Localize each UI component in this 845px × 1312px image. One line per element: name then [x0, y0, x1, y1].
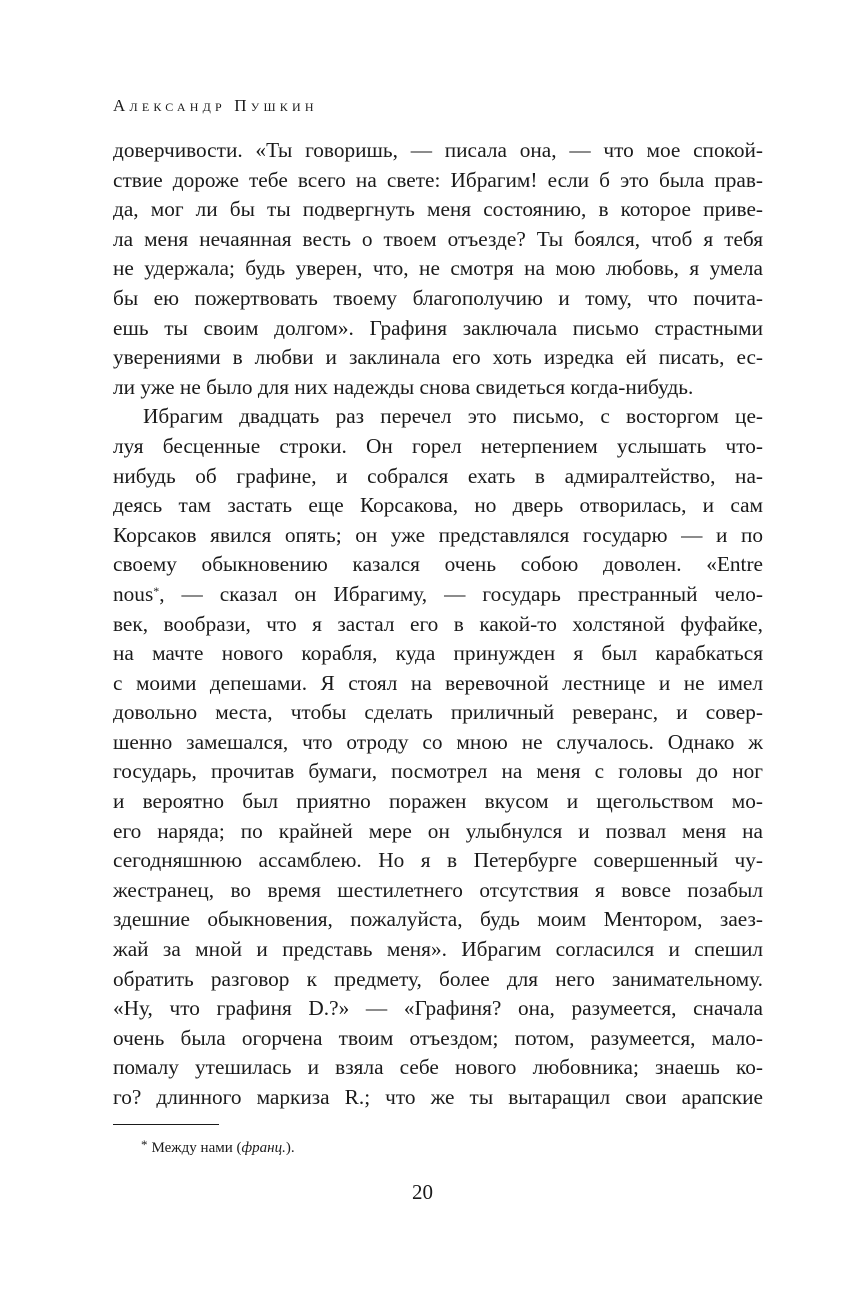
text-line: не удержала; будь уверен, что, не смотря на мою любовь, я умела [113, 256, 763, 281]
text-line: своему обыкновению казался очень собою доволен. «Entre [113, 552, 763, 577]
footnote-reference: * [153, 583, 160, 598]
text-line: очень была огорчена твоим отъездом; потом, разумеется, мало- [113, 1025, 763, 1050]
text-line: здешние обыкновения, пожалуйста, будь моим Ментором, заез- [113, 907, 763, 932]
text-line: ешь ты своим долгом». Графиня заключала письмо страстными [113, 315, 763, 340]
text-fragment: , — сказал он Ибрагиму, — государь престранный чело- [159, 581, 763, 606]
footnote-divider [113, 1124, 219, 1125]
text-line: на мачте нового корабля, куда принужден я был карабкаться [113, 641, 763, 666]
text-line: жестранец, во время шестилетнего отсутствия я вовсе позабыл [113, 877, 763, 902]
text-line-with-footnote-ref [113, 580, 763, 610]
text-line: государь, прочитав бумаги, посмотрел на меня с головы до ног [113, 759, 763, 784]
text-line: уверениями в любви и заклинала его хоть изредка ей писать, ес- [113, 345, 763, 370]
text-line: его наряда; по крайней мере он улыбнулся и позвал меня на [113, 818, 763, 843]
text-fragment: nous [113, 581, 154, 606]
main-text [113, 136, 763, 1113]
text-line: ла меня нечаянная весть о твоем отъезде? Ты боялся, чтоб я тебя [113, 226, 763, 251]
text-line: обратить разговор к предмету, более для него занимательному. [113, 966, 763, 991]
text-line: нибудь об графине, и собрался ехать в адмиралтейство, на- [113, 463, 763, 488]
footnote [141, 1137, 295, 1157]
text-line: сегодняшнюю ассамблею. Но я в Петербурге совершенный чу- [113, 848, 763, 873]
text-line: Корсаков явился опять; он уже представлялся государю — и по [113, 522, 763, 547]
text-line: и вероятно был приятно поражен вкусом и щегольством мо- [113, 789, 763, 814]
text-line: с моими депешами. Я стоял на веревочной лестнице и не имел [113, 670, 763, 695]
text-line: го? длинного маркиза R.; что же ты вытаращил свои арапские [113, 1085, 763, 1109]
text-line: жай за мной и представь меня». Ибрагим согласился и спешил [113, 937, 763, 962]
text-line: помалу утешилась и взяла себе нового любовника; знаешь ко- [113, 1055, 763, 1080]
text-line: Ибрагим двадцать раз перечел это письмо, с восторгом це- [143, 404, 763, 429]
running-head-author: Александр Пушкин [113, 96, 318, 115]
text-line: деясь там застать еще Корсакова, но дверь отворилась, и сам [113, 493, 763, 518]
text-line: луя бесценные строки. Он горел нетерпением услышать что- [113, 433, 763, 458]
text-line: век, вообрази, что я застал его в какой-то холстяной фуфайке, [113, 611, 763, 636]
text-line: да, мог ли бы ты подвергнуть меня состоянию, в которое приве- [113, 197, 763, 222]
text-line: шенно замешался, что отроду со мною не случалось. Однако ж [113, 729, 763, 754]
footnote-text: Между нами ( [151, 1140, 242, 1156]
text-line: довольно места, чтобы сделать приличный реверанс, и совер- [113, 700, 763, 725]
text-line: ствие дороже тебе всего на свете: Ибрагим! если б это была прав- [113, 167, 763, 192]
text-line: «Ну, что графиня D.?» — «Графиня? она, разумеется, сначала [113, 996, 763, 1021]
text-line: доверчивости. «Ты говоришь, — писала она, — что мое спокой- [113, 138, 763, 162]
footnote-tail: ). [285, 1140, 295, 1156]
footnote-marker: * [141, 1137, 148, 1152]
text-line: ли уже не было для них надежды снова свидеться когда-нибудь. [113, 374, 694, 399]
page-number: 20 [412, 1180, 433, 1204]
footnote-italic-text: франц. [241, 1140, 286, 1156]
text-line: бы ею пожертвовать твоему благополучию и тому, что почита- [113, 285, 763, 310]
